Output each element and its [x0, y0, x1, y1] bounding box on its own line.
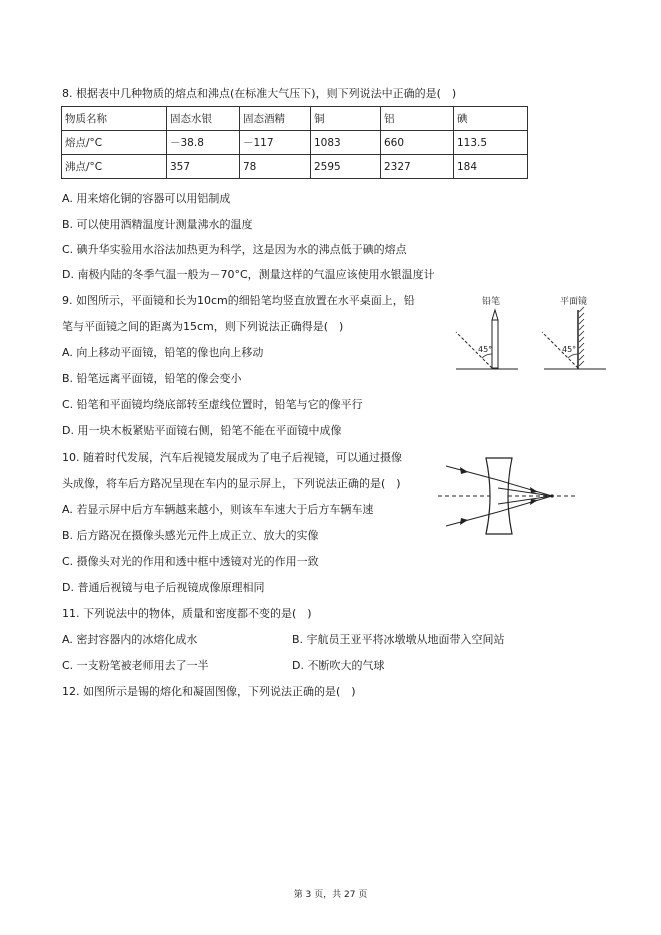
q12-stem: 12. 如图所示是锡的熔化和凝固图像，下列说法正确的是( ): [62, 685, 356, 698]
table-cell: 固态水银: [167, 107, 240, 131]
page-footer: 第 3 页，共 27 页: [293, 890, 368, 900]
q8-option-a: A. 用来熔化铜的容器可以用铝制成: [62, 192, 231, 205]
table-row: [62, 131, 528, 155]
q8-option-b: B. 可以使用酒精温度计测量沸水的温度: [62, 218, 253, 231]
table-cell: 固态酒精: [240, 107, 311, 131]
lens-icon: [486, 458, 512, 534]
q10-option-c: C. 摄像头对光的作用和透中框中透镜对光的作用一致: [62, 555, 319, 568]
q11-option-c: C. 一支粉笔被老师用去了一半: [62, 659, 209, 672]
table-cell: 660: [381, 131, 454, 155]
arrow-icon: [530, 499, 538, 505]
table-cell: 1083: [311, 131, 381, 155]
mirror-icon: [578, 307, 584, 369]
table-cell: 物质名称: [62, 107, 167, 131]
q9-option-b: B. 铅笔远离平面镜，铅笔的像会变小: [62, 372, 242, 385]
table-cell: 熔点/°C: [62, 131, 167, 155]
mirror-angle-arc: [568, 354, 578, 358]
table-cell: 铝: [381, 107, 454, 131]
pencil-angle-arc: [482, 354, 492, 358]
q11-option-a: A. 密封容器内的冰熔化成水: [62, 633, 198, 646]
mirror-label: 平面镜: [560, 297, 588, 307]
q10-option-d: D. 普通后视镜与电子后视镜成像原理相同: [62, 581, 265, 594]
pencil-angle-label: 45°: [478, 345, 493, 354]
melting-boiling-table: [61, 106, 528, 179]
table-cell: 沸点/°C: [62, 155, 167, 179]
q11-option-d: D. 不断吹大的气球: [292, 659, 385, 672]
q9-stem-line2: 笔与平面镜之间的距离为15cm，则下列说法正确得是( ): [62, 320, 344, 333]
q8-option-c: C. 碘升华实验用水浴法加热更为科学，这是因为水的沸点低于碘的熔点: [62, 243, 407, 256]
arrow-icon: [460, 518, 468, 525]
table-cell: 2327: [381, 155, 454, 179]
table-cell: 113.5: [454, 131, 528, 155]
pencil-mirror-figure: [448, 292, 608, 374]
focal-point: [550, 494, 553, 497]
q9-stem-line1: 9. 如图所示，平面镜和长为10cm的细铅笔均竖直放置在水平桌面上，铅: [62, 294, 415, 307]
q8-option-d: D. 南极内陆的冬季气温一般为－70°C，测量这样的气温应该使用水银温度计: [62, 268, 435, 281]
table-cell: －117: [240, 131, 311, 155]
pencil-icon: [492, 310, 498, 368]
mirror-angle-label: 45°: [562, 345, 577, 354]
table-cell: 357: [167, 155, 240, 179]
q9-option-d: D. 用一块木板紧贴平面镜右侧，铅笔不能在平面镜中成像: [62, 424, 342, 437]
q10-stem-line1: 10. 随着时代发展，汽车后视镜发展成为了电子后视镜，可以通过摄像: [62, 451, 402, 464]
arrow-icon: [460, 467, 468, 474]
table-cell: －38.8: [167, 131, 240, 155]
table-header-row: [62, 107, 528, 131]
q9-option-c: C. 铅笔和平面镜均绕底部转至虚线位置时，铅笔与它的像平行: [62, 398, 363, 411]
table-cell: 184: [454, 155, 528, 179]
pencil-label: 铅笔: [482, 297, 501, 307]
table-cell: 78: [240, 155, 311, 179]
table-cell: 铜: [311, 107, 381, 131]
table-cell: 2595: [311, 155, 381, 179]
arrow-icon: [530, 487, 538, 493]
q10-stem-line2: 头成像，将车后方路况呈现在车内的显示屏上，下列说法正确的是( ): [62, 477, 401, 490]
q9-option-a: A. 向上移动平面镜，铅笔的像也向上移动: [62, 346, 264, 359]
table-row: [62, 155, 528, 179]
table-cell: 碘: [454, 107, 528, 131]
q10-option-b: B. 后方路况在摄像头感光元件上成正立、放大的实像: [62, 529, 319, 542]
q11-stem: 11. 下列说法中的物体，质量和密度都不变的是( ): [62, 607, 312, 620]
q11-option-b: B. 宇航员王亚平将冰墩墩从地面带入空间站: [292, 633, 505, 646]
q8-stem: 8. 根据表中几种物质的熔点和沸点(在标准大气压下)，则下列说法中正确的是( ): [62, 87, 457, 100]
lens-ray-figure: [438, 446, 578, 544]
q10-option-a: A. 若显示屏中后方车辆越来越小，则该车车速大于后方车辆车速: [62, 503, 374, 516]
